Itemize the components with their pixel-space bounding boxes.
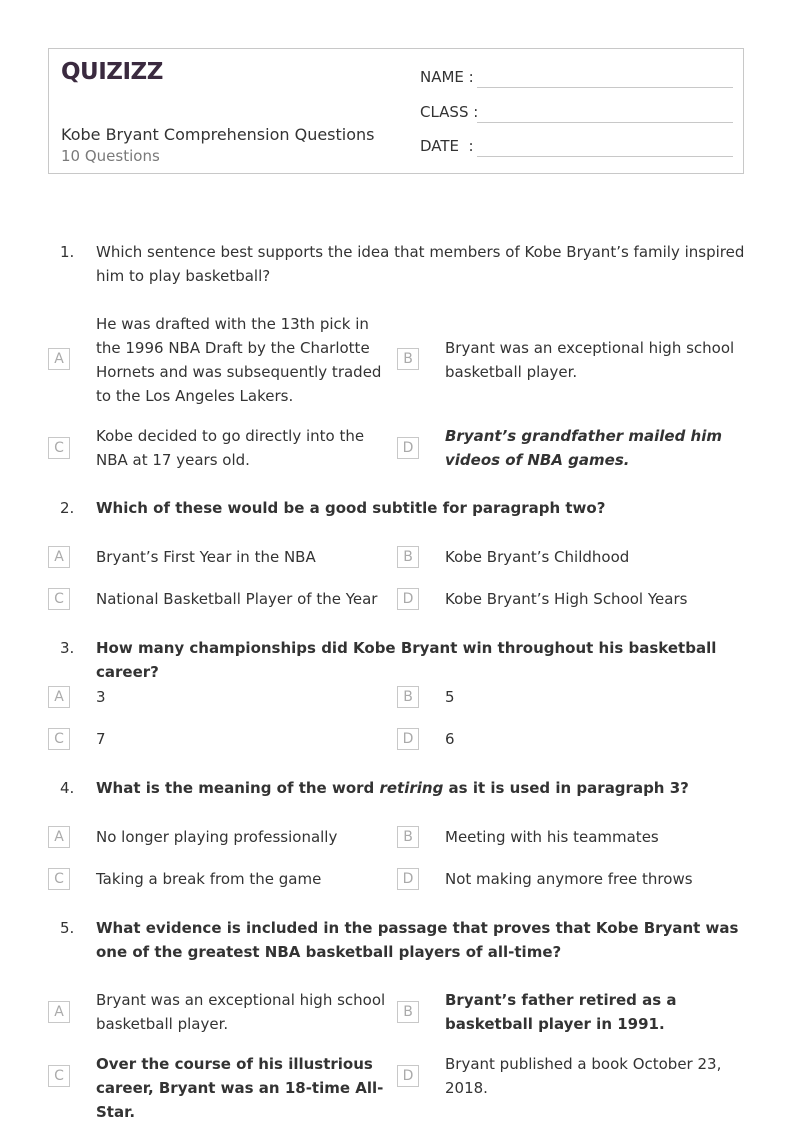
option-text: Bryant was an exceptional high school basketball player.	[445, 339, 735, 381]
date-label: DATE :	[420, 137, 474, 155]
question-number: 5.	[60, 919, 75, 937]
question-text	[96, 776, 746, 800]
option-letter-box[interactable]: B	[397, 1001, 419, 1023]
option-text: 5	[445, 688, 455, 706]
option-letter-box[interactable]: D	[397, 1065, 419, 1087]
option-text: National Basketball Player of the Year	[96, 590, 378, 608]
option-text: 3	[96, 688, 106, 706]
option-text: Taking a break from the game	[96, 870, 322, 888]
option-text: No longer playing professionally	[96, 828, 338, 846]
option-text: Over the course of his illustrious career, Bryant was an 18-time All-Star.	[96, 1055, 384, 1121]
option-letter-box[interactable]: B	[397, 546, 419, 568]
option-text: 6	[445, 730, 455, 748]
name-label: NAME :	[420, 68, 474, 86]
question-text: What evidence is included in the passage that proves that Kobe Bryant was one of the greatest NBA basketball players of all-time?	[96, 919, 739, 961]
option-text: Kobe Bryant’s Childhood	[445, 548, 630, 566]
option-letter-box[interactable]: C	[48, 868, 70, 890]
question-text: Which of these would be a good subtitle for paragraph two?	[96, 499, 606, 517]
question-count: 10 Questions	[61, 147, 160, 165]
question-number: 2.	[60, 499, 75, 517]
question-text: How many championships did Kobe Bryant win throughout his basketball career?	[96, 639, 717, 681]
option-text: Kobe decided to go directly into the NBA at 17 years old.	[96, 427, 365, 469]
class-line	[477, 122, 733, 123]
question-number: 1.	[60, 243, 75, 261]
option-letter-box[interactable]: B	[397, 686, 419, 708]
class-field[interactable]	[420, 101, 733, 123]
question-number: 4.	[60, 779, 75, 797]
option-text: He was drafted with the 13th pick in the 1996 NBA Draft by the Charlotte Hornets and was subsequently traded to the Los Angeles Lakers.	[96, 315, 382, 405]
option-text: Not making anymore free throws	[445, 870, 693, 888]
question-text: Which sentence best supports the idea that members of Kobe Bryant’s family inspired him to play basketball?	[96, 243, 745, 285]
date-line	[477, 156, 733, 157]
option-letter-box[interactable]: C	[48, 1065, 70, 1087]
option-letter-box[interactable]: D	[397, 728, 419, 750]
date-field[interactable]	[420, 135, 733, 157]
worksheet-header	[48, 48, 744, 174]
option-text: Bryant was an exceptional high school basketball player.	[96, 991, 386, 1033]
name-field[interactable]	[420, 66, 733, 88]
quizizz-logo: QUIZIZZ	[61, 59, 163, 85]
worksheet-title: Kobe Bryant Comprehension Questions	[61, 125, 375, 144]
option-letter-box[interactable]: D	[397, 868, 419, 890]
option-letter-box[interactable]: B	[397, 826, 419, 848]
option-letter-box[interactable]: B	[397, 348, 419, 370]
option-text: Bryant’s First Year in the NBA	[96, 548, 316, 566]
option-letter-box[interactable]: A	[48, 686, 70, 708]
option-text: Bryant published a book October 23, 2018.	[445, 1055, 722, 1097]
name-line	[477, 87, 733, 88]
question-text-end: as it is used in paragraph 3?	[443, 779, 689, 797]
class-label: CLASS :	[420, 103, 479, 121]
option-letter-box[interactable]: A	[48, 348, 70, 370]
question-text-start: What is the meaning of the word	[96, 779, 380, 797]
option-text: Bryant’s father retired as a basketball player in 1991.	[445, 991, 677, 1033]
question-number: 3.	[60, 639, 75, 657]
option-text: Kobe Bryant’s High School Years	[445, 590, 688, 608]
option-text: 7	[96, 730, 106, 748]
option-letter-box[interactable]: C	[48, 437, 70, 459]
option-letter-box[interactable]: D	[397, 437, 419, 459]
option-letter-box[interactable]: C	[48, 728, 70, 750]
option-letter-box[interactable]: A	[48, 1001, 70, 1023]
option-letter-box[interactable]: D	[397, 588, 419, 610]
emphasized-word: retiring	[379, 779, 444, 797]
option-letter-box[interactable]: A	[48, 546, 70, 568]
option-text: Meeting with his teammates	[445, 828, 659, 846]
option-letter-box[interactable]: C	[48, 588, 70, 610]
option-text-correct: Bryant’s grandfather mailed him videos of NBA games.	[445, 427, 723, 469]
option-letter-box[interactable]: A	[48, 826, 70, 848]
